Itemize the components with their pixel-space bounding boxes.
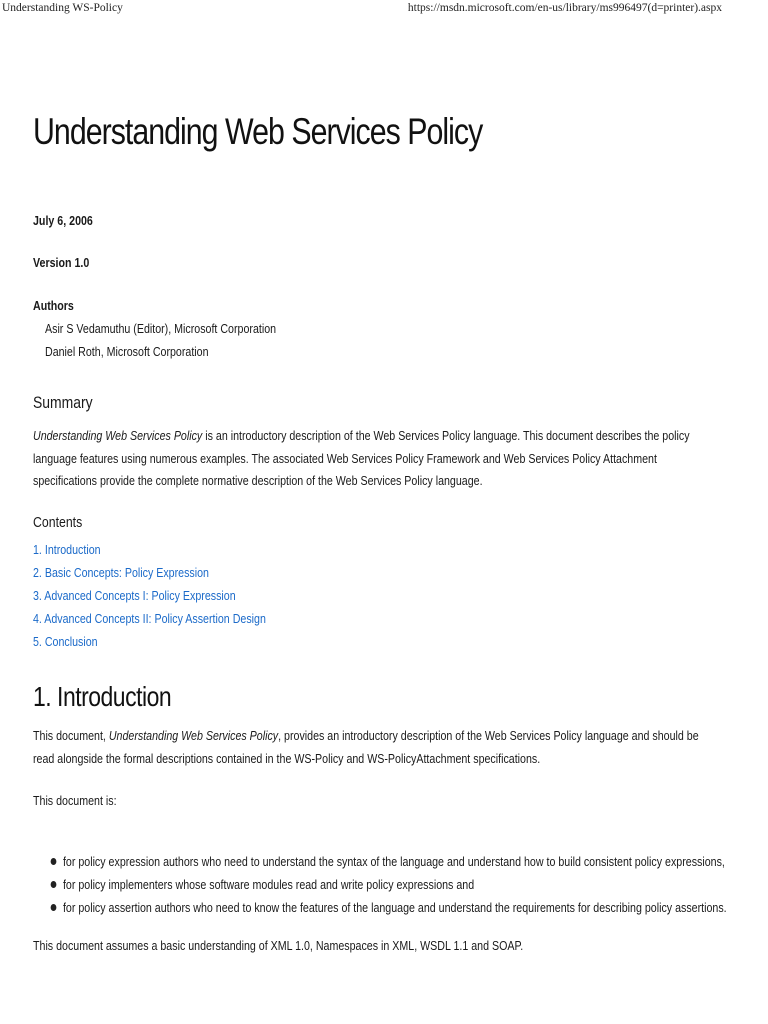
document-version: Version 1.0 [33, 255, 90, 270]
list-item-text: for policy implementers whose software modules read and write policy expressions and [62, 877, 475, 892]
bullet-icon [51, 858, 57, 865]
intro-prefix: This document, [33, 728, 109, 743]
summary-text: is an introductory description of the Web Services Policy language. This document describes the policy language features using numerous examples. The associated Web Services Policy Framework and Web Services Policy Attachment specifications provide the complete normative description of the Web Services Policy language. [33, 428, 690, 488]
list-item-text: for policy assertion authors who need to know the features of the language and understand the requirements for describing policy assertions. [62, 900, 727, 915]
authors-heading: Authors [33, 298, 74, 313]
toc-item [33, 561, 266, 584]
document-is-label: This document is: [33, 793, 117, 808]
contents-heading: Contents [33, 514, 83, 531]
list-item [49, 873, 727, 896]
toc-link-basic-concepts[interactable]: 2. Basic Concepts: Policy Expression [33, 565, 209, 580]
toc-item [33, 538, 266, 561]
print-header [0, 2, 768, 18]
assumptions-paragraph: This document assumes a basic understanding of XML 1.0, Namespaces in XML, WSDL 1.1 and SOAP. [33, 938, 524, 953]
toc-link-conclusion[interactable]: 5. Conclusion [33, 634, 98, 649]
intro-suffix: , provides an introductory description of the Web Services Policy language and should be read alongside the formal descriptions contained in the WS-Policy and WS-PolicyAttachment specifications. [33, 728, 699, 766]
author-item: Daniel Roth, Microsoft Corporation [45, 344, 209, 359]
toc-link-advanced-concepts-2[interactable]: 4. Advanced Concepts II: Policy Assertion Design [33, 611, 266, 626]
summary-paragraph [33, 425, 722, 493]
toc-item [33, 607, 266, 630]
summary-title-italic: Understanding Web Services Policy [33, 428, 203, 443]
bullet-icon [51, 881, 57, 888]
list-item [49, 896, 727, 919]
print-header-title: Understanding WS-Policy [2, 2, 123, 14]
author-item: Asir S Vedamuthu (Editor), Microsoft Corporation [45, 321, 277, 336]
summary-heading: Summary [33, 393, 93, 412]
toc-item [33, 630, 266, 653]
introduction-heading: 1. Introduction [33, 681, 172, 712]
audience-list [49, 850, 727, 919]
list-item-text: for policy expression authors who need to understand the syntax of the language and understand how to build consistent policy expressions, [62, 854, 725, 869]
list-item [49, 850, 727, 873]
document-date: July 6, 2006 [33, 213, 93, 228]
toc-link-introduction[interactable]: 1. Introduction [33, 542, 101, 557]
toc-link-advanced-concepts-1[interactable]: 3. Advanced Concepts I: Policy Expression [33, 588, 236, 603]
intro-title-italic: Understanding Web Services Policy [108, 728, 279, 743]
table-of-contents [33, 538, 266, 653]
introduction-paragraph [33, 725, 722, 770]
page-title: Understanding Web Services Policy [33, 111, 483, 152]
bullet-icon [51, 904, 57, 911]
toc-item [33, 584, 266, 607]
print-header-url: https://msdn.microsoft.com/en-us/library/ms996497(d=printer).aspx [407, 2, 722, 14]
